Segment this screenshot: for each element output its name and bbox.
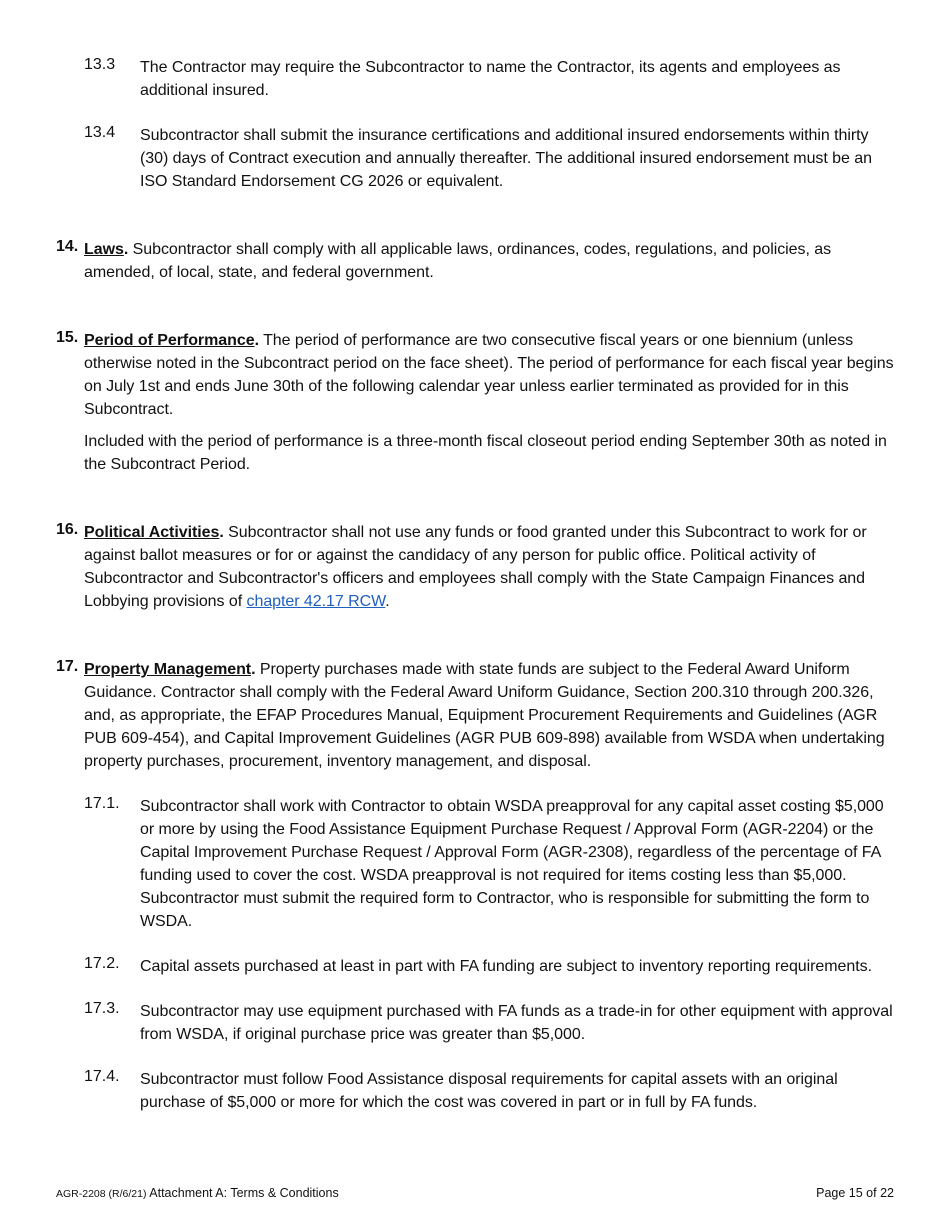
section-13-4 (0, 124, 950, 193)
section-text: The period of performance are two consecutive fiscal years or one biennium (unless otherwise noted in the Subcontract period on the face sheet). The period of performance for each fiscal year begins on July 1st and ends June 30th of the following calendar year unless earlier terminated as provided for in this Subcontract. (84, 332, 894, 418)
section-number: 13.4 (84, 124, 116, 141)
section-number: 15. (56, 329, 79, 346)
section-heading: Laws (84, 241, 124, 258)
heading-period: . (219, 524, 224, 541)
section-heading: Property Management (84, 661, 252, 678)
section-text: Subcontractor shall work with Contractor to obtain WSDA preapproval for any capital asset costing $5,000 or more by using the Food Assistance Equipment Purchase Request / Approval Form (AGR-2204) or the Capital Improvement Purchase Request / Approval Form (AGR-2308), regardless of the percentage of FA funding used to cover the cost. WSDA preapproval is not required for items costing less than $5,000. Subcontractor must submit the required form to Contractor, who is responsible for submitting the form to WSDA. (140, 798, 884, 930)
section-13-3 (0, 56, 950, 102)
section-text-end: . (385, 593, 390, 610)
section-text: Subcontractor shall not use any funds or food granted under this Subcontract to work for or against ballot measures or for or against the candidacy of any person for public office. Political activity of Subcontractor and Subcontractor's officers and employees shall comply with the State Campaign Finances and Lobbying provisions of (84, 524, 867, 610)
section-heading: Political Activities (84, 524, 220, 541)
section-number: 17.3. (84, 1000, 120, 1017)
page-number: Page 15 of 22 (816, 1186, 894, 1200)
section-number: 13.3 (84, 56, 116, 73)
section-17-3 (0, 1000, 950, 1046)
document-title: Attachment A: Terms & Conditions (149, 1186, 339, 1200)
section-text: The Contractor may require the Subcontractor to name the Contractor, its agents and employees as additional insured. (140, 59, 841, 99)
page-footer (56, 1185, 894, 1202)
document-body (0, 56, 950, 1114)
section-text: Subcontractor may use equipment purchased with FA funds as a trade-in for other equipment with approval from WSDA, if original purchase price was greater than $5,000. (140, 1003, 893, 1043)
section-15-paragraph-2 (0, 430, 950, 476)
heading-period: . (251, 661, 256, 678)
rcw-chapter-link[interactable]: chapter 42.17 RCW (246, 593, 386, 610)
section-text: Subcontractor shall comply with all applicable laws, ordinances, codes, regulations, and policies, as amended, of local, state, and federal government. (84, 241, 832, 281)
section-number: 17.1. (84, 795, 120, 812)
section-number: 14. (56, 238, 79, 255)
section-number: 17.2. (84, 955, 120, 972)
section-17-2 (0, 955, 950, 978)
section-text: Capital assets purchased at least in part with FA funding are subject to inventory reporting requirements. (140, 958, 872, 975)
section-text: Property purchases made with state funds are subject to the Federal Award Uniform Guidance. Contractor shall comply with the Federal Award Uniform Guidance, Section 200.310 through 200.326, and, as appropriate, the EFAP Procedures Manual, Equipment Procurement Requirements and Guidelines (AGR PUB 609-454), and Capital Improvement Guidelines (AGR PUB 609-898) available from WSDA when undertaking property purchases, procurement, inventory management, and disposal. (84, 661, 885, 770)
paragraph-text: Included with the period of performance is a three-month fiscal closeout period ending September 30th as noted in the Subcontract Period. (84, 433, 887, 473)
section-text: Subcontractor shall submit the insurance certifications and additional insured endorsements within thirty (30) days of Contract execution and annually thereafter. The additional insured endorsement must be an ISO Standard Endorsement CG 2026 or equivalent. (140, 127, 872, 190)
form-code: AGR-2208 (R/6/21) (56, 1188, 147, 1200)
section-17-4 (0, 1068, 950, 1114)
section-17-1 (0, 795, 950, 933)
section-number: 17.4. (84, 1068, 120, 1085)
section-17-property-management (0, 658, 950, 773)
section-text: Subcontractor must follow Food Assistance disposal requirements for capital assets with an original purchase of $5,000 or more for which the cost was covered in part or in full by FA funds. (140, 1071, 838, 1111)
section-number: 17. (56, 658, 79, 675)
section-15-period-of-performance (0, 329, 950, 421)
heading-period: . (123, 241, 129, 258)
section-heading: Period of Performance (84, 332, 255, 349)
section-number: 16. (56, 521, 79, 538)
heading-period: . (254, 332, 259, 349)
section-14-laws (0, 238, 950, 284)
section-16-political-activities (0, 521, 950, 613)
